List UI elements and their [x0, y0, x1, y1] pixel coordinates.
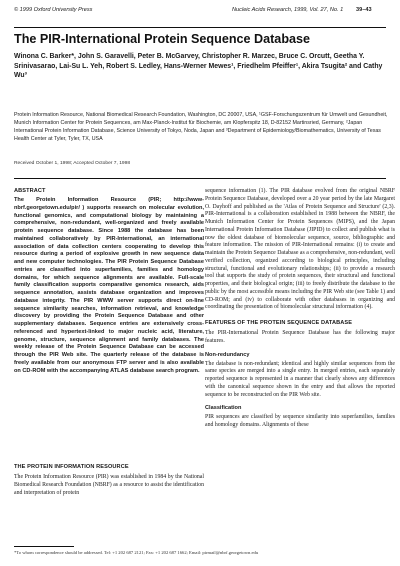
classification-heading: Classification	[205, 405, 242, 412]
header-rule	[14, 27, 386, 28]
correspondence-footnote: *To whom correspondence should be addressed. Tel: +1 202 687 2121; Fax: +1 202 687 1662; Email: pirmail@nbrf.georgetown.edu	[14, 550, 259, 555]
pir-section	[14, 464, 204, 497]
mission-paragraph: sequence information (1). The PIR database evolved from the original NBRF Protein Sequence Database, developed over a 20 year period by the late Margaret O. Dayhoff and published as the 'Atlas of Protein Sequence and Structure' (2,3). PIR-International is a collaboration established in 1988 between the NBRF, the Munich Information Center for Protein Sequences (MIPS), and the Japan International Protein Information Database (JIPID) to collect and publish what is now the oldest database of biomolecular sequence, source, bibliographic and feature information. The mission of PIR-International remains: (i) to create and maintain the Protein Sequence Database as a comprehensive, non-redundant, well verified collection, organized according to biological principles, including structural, functional and evolutionary relationships; (ii) to provide a research tool that supports the study of protein sequences, their structural and functional properties, and their biological origin; (iii) to freely distribute the database to the public by the most accessible means including the PIR Web site (see Table 1) and CD-ROM; and (iv) to collaborate with other databases in organizing and coordinating the presentation of biomolecular structural information (4).	[205, 188, 395, 311]
nonredundancy-heading: Non-redundancy	[205, 351, 250, 358]
right-column	[205, 188, 395, 430]
nonredundancy-text: The database is non-redundant; identical and highly similar sequences from the same species are merged into a single entry. In merged entries, each separately reported sequence is represented in a manner that clearly shows any differences with the canonical sequence shown in the entry and that allows the reported sequence to be reconstructed on the PIR Web site.	[205, 360, 395, 398]
footnote-rule	[14, 546, 74, 547]
section-divider	[14, 178, 386, 179]
features-heading: FEATURES OF THE PROTEIN SEQUENCE DATABASE	[205, 320, 353, 326]
pir-text: The Protein Information Resource (PIR) was established in 1984 by the National Biomedical Research Foundation (NBRF) as a resource to assist the identification and interpretation of protein	[14, 474, 204, 496]
features-text: The PIR-International Protein Sequence Database has the following major features.	[205, 330, 395, 344]
abstract-section	[14, 188, 204, 375]
copyright-line: © 1999 Oxford University Press	[14, 7, 93, 13]
abstract-heading: ABSTRACT	[14, 188, 46, 194]
classification-text: PIR sequences are classified by sequence similarity into superfamilies, families and homology domains. Alignments of these	[205, 414, 395, 428]
page-range: 39–43	[356, 7, 372, 13]
abstract-text: The Protein Information Resource (PIR; http://www-nbrf.georgetown.edu/pir/ ) supports research on molecular evolution, functional genomics, and computational biology by maintaining a comprehensive, non-redundant, well-organized and freely available protein sequence database. Since 1988 the database has been maintained collaboratively by PIR-International, an international association of data collection centers cooperating to develop this resource during a period of explosive growth in new sequence data and new computer technologies. The PIR Protein Sequence Database entries are classified into superfamilies, families and homology domains, for which sequence alignments are available. Full-scale family classification supports comparative genomics research, aids sequence annotation, assists database organization and improves database integrity. The PIR WWW server supports direct on-line sequence similarity searches, information retrieval, and knowledge discovery by providing the Protein Sequence Database and other supplementary databases. Sequence entries are extensively cross-referenced and hypertext-linked to major nucleic acid, literature, genome, structure, sequence alignment and family databases. The weekly release of the Protein Sequence Database can be accessed through the PIR Web site. The quarterly release of the database is freely available from our anonymous FTP server and is also available on CD-ROM with the accompanying ATLAS database search program.	[14, 197, 204, 374]
pir-heading: THE PROTEIN INFORMATION RESOURCE	[14, 464, 129, 470]
journal-citation: Nucleic Acids Research, 1999, Vol. 27, No. 1	[232, 7, 344, 13]
affiliations: Protein Information Resource, National Biomedical Research Foundation, Washington, DC 20007, USA, ¹GSF-Forschungszentrum für Umwelt und Gesundheit, Munich Information Center for Protein Sequences, am Max-Planck-Institut für Biochemie, am Klopferspitz 18, D-82152 Martinsried, Germany, ²Japan International Protein Information Database, Science University of Tokyo, Noda, Japan and ³Department of Epidemiology/Biomathematics, University of Texas Health Center at Tyler, Tyler, TX, USA	[14, 112, 388, 143]
article-title: The PIR-International Protein Sequence Database	[14, 32, 311, 46]
received-date: Received October 1, 1998; Accepted October 7, 1998	[14, 161, 131, 166]
author-list: Winona C. Barker*, John S. Garavelli, Peter B. McGarvey, Christopher R. Marzec, Bruce C. Orcutt, Geetha Y. Srinivasarao, Lai-Su L. Yeh, Robert S. Ledley, Hans-Werner Mewes¹, Friedhelm Pfeiffer¹, Akira Tsugita² and Cathy Wu³	[14, 53, 383, 80]
